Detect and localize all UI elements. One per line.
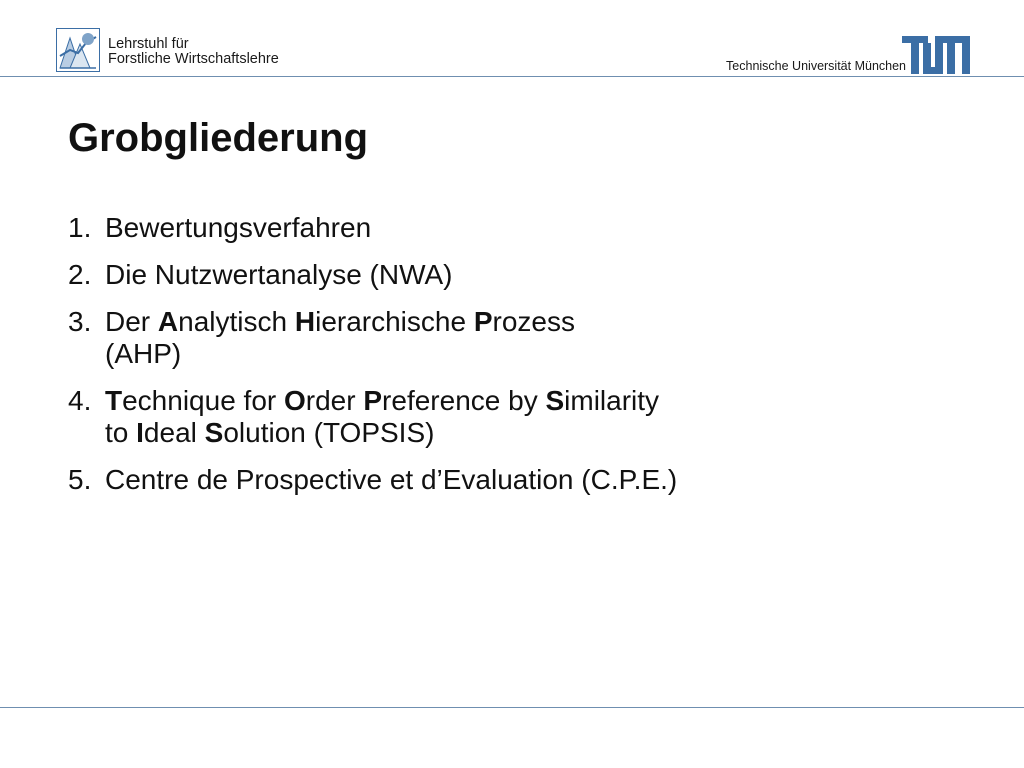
- forest-economics-logo-icon: [56, 28, 100, 72]
- outline-list: [68, 212, 968, 511]
- outline-item-number: 4.: [68, 385, 92, 416]
- outline-text-segment: ierarchische: [315, 306, 474, 337]
- outline-item-number: 2.: [68, 259, 92, 290]
- acronym-letter: S: [545, 385, 565, 416]
- outline-text-segment: rozess: [492, 306, 575, 337]
- outline-item-number: 1.: [68, 212, 92, 243]
- outline-item-text: [105, 259, 968, 291]
- outline-item-text: [105, 385, 968, 449]
- outline-item: [68, 306, 968, 370]
- acronym-letter: T: [105, 385, 123, 416]
- acronym-letter: P: [363, 385, 383, 416]
- page-title: Grobgliederung: [68, 116, 368, 160]
- footer-divider: [0, 707, 1024, 708]
- tum-logo-icon: [902, 36, 970, 74]
- header-divider: [0, 76, 1024, 77]
- outline-item: [68, 259, 968, 291]
- outline-text-segment: Centre de Prospective et d’Evaluation (C.P.E.): [105, 464, 678, 495]
- outline-text-segment: deal: [143, 417, 205, 448]
- acronym-letter: H: [294, 306, 316, 337]
- chair-name-line2: Forstliche Wirtschaftslehre: [108, 51, 279, 67]
- outline-text-segment: (AHP): [105, 338, 182, 369]
- outline-item-text: [105, 212, 968, 244]
- outline-item: [68, 212, 968, 244]
- outline-text-segment: olution (TOPSIS): [223, 417, 435, 448]
- outline-item-number: 3.: [68, 306, 92, 337]
- outline-item-text: [105, 306, 968, 370]
- acronym-letter: S: [204, 417, 224, 448]
- outline-text-segment: reference by: [382, 385, 546, 416]
- chair-name-line1: Lehrstuhl für: [108, 36, 189, 52]
- university-name: Technische Universität München: [726, 59, 906, 73]
- outline-text-segment: echnique for: [122, 385, 284, 416]
- acronym-letter: P: [473, 306, 493, 337]
- outline-item: [68, 464, 968, 496]
- outline-text-segment: Die Nutzwertanalyse (NWA): [105, 259, 453, 290]
- outline-text-segment: to: [105, 417, 137, 448]
- outline-text-segment: Der: [105, 306, 158, 337]
- outline-item: [68, 385, 968, 449]
- outline-text-segment: nalytisch: [178, 306, 295, 337]
- outline-item-number: 5.: [68, 464, 92, 495]
- outline-text-segment: Bewertungsverfahren: [105, 212, 372, 243]
- outline-text-segment: imilarity: [564, 385, 660, 416]
- acronym-letter: O: [284, 385, 306, 416]
- chair-name: [108, 37, 279, 67]
- outline-item-text: [105, 464, 968, 496]
- acronym-letter: A: [157, 306, 179, 337]
- acronym-letter: I: [136, 417, 144, 448]
- outline-text-segment: rder: [305, 385, 364, 416]
